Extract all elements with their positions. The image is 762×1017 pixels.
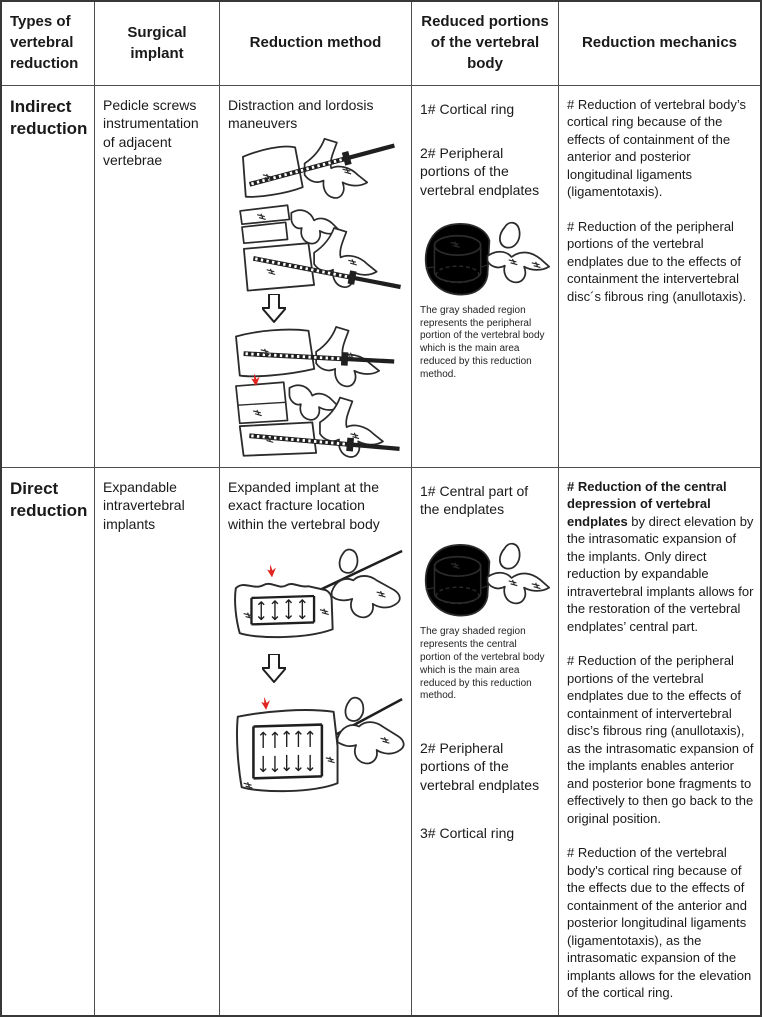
- row-direct-type: [2, 468, 95, 1015]
- row-direct-method: [220, 468, 412, 1015]
- portion-caption: The gray shaded region represents the peripheral portion of the vertebral body which is the main area reduced by this reduction method.: [420, 304, 545, 380]
- down-arrow-icon: [262, 654, 286, 683]
- mechanics-paragraph-3: # Reduction of the vertebral body's cortical ring because of the effects due to the effects of containment of the anterior and posterior longitudinal ligaments (ligamentotaxis), as the intrasomatic expansion of the implants allows for the elevation of the cortical ring.: [567, 845, 752, 1001]
- header-label: Reduction mechanics: [581, 34, 738, 52]
- portion-item-3: 3# Cortical ring: [420, 824, 515, 841]
- mechanics-lead-rest: by direct elevation by the intrasomatic expansion of the implants. Only direct reduction by expandable intravertebral implants allows for the restoration of the vertebral endplates’ central part.: [567, 513, 754, 634]
- row-type-label: Direct reduction: [10, 479, 88, 521]
- row-direct-mechanics: [559, 468, 760, 1015]
- method-text: Expanded implant at the exact fracture location within the vertebral body: [228, 479, 380, 532]
- row-indirect-mechanics: [559, 86, 760, 468]
- portion-item-1: 1# Cortical ring: [420, 101, 515, 117]
- portion-item-2: 2# Peripheral portions of the vertebral endplates: [420, 145, 540, 198]
- header-surgical-implant: [95, 2, 220, 86]
- mechanics-paragraph-1: # Reduction of vertebral body’s cortical ring because of the effects of containment of the anterior and posterior longitudinal ligaments (ligamentotaxis).: [567, 97, 746, 200]
- header-types-of-reduction: [2, 2, 95, 86]
- method-text: Distraction and lordosis maneuvers: [228, 97, 374, 132]
- implant-text: Expandable intravertebral implants: [103, 479, 185, 532]
- mechanics-bold-lead: # Reduction of the central depression of vertebral endplates: [567, 479, 727, 529]
- central-shaded-vertebra-illustration: [420, 536, 553, 620]
- row-indirect-type: [2, 86, 95, 468]
- row-direct-portions: [412, 468, 559, 1015]
- row-indirect-implant: [95, 86, 220, 468]
- mechanics-paragraph-1: [567, 478, 754, 635]
- portion-item-2: 2# Peripheral portions of the vertebral endplates: [420, 740, 540, 793]
- header-label: Reduced portions of the vertebral body: [421, 13, 549, 72]
- implant-text: Pedicle screws instrumentation of adjacent vertebrae: [103, 97, 199, 169]
- header-reduction-mechanics: [559, 2, 760, 86]
- portion-caption: The gray shaded region represents the central portion of the vertebral body which is the main area reduced by this reduction method.: [420, 626, 545, 702]
- down-arrow-icon: [262, 294, 286, 323]
- header-reduction-method: [220, 2, 412, 86]
- header-label: Surgical implant: [127, 23, 187, 62]
- spine-after-distraction-illustration: [228, 325, 410, 459]
- mechanics-paragraph-2: # Reduction of the peripheral portions of the vertebral endplates due to the effects of containment the intervertebral disc´s fibrous ring (anullotaxis).: [567, 218, 747, 304]
- portion-item-1: 1# Central part of the endplates: [420, 483, 529, 518]
- header-label: Reduction method: [249, 34, 382, 52]
- row-direct-implant: [95, 468, 220, 1015]
- mechanics-paragraph-2: # Reduction of the peripheral portions of the vertebral endplates due to the effects of containment of intervertebral disc’s fibrous ring (anullotaxis), as the intrasomatic expansion of the implants enables anterior and posterior bone fragments to effectively to then go back to the original position.: [567, 653, 754, 826]
- header-label: Types of vertebral reduction: [10, 13, 79, 72]
- header-reduced-portions: [412, 2, 559, 86]
- row-indirect-method: [220, 86, 412, 468]
- implant-after-expansion-illustration: [228, 691, 406, 807]
- peripheral-shaded-vertebra-illustration: [420, 215, 553, 299]
- row-indirect-portions: [412, 86, 559, 468]
- row-type-label: Indirect reduction: [10, 97, 88, 139]
- implant-before-expansion-illustration: [228, 547, 406, 644]
- spine-before-distraction-illustration: [228, 135, 404, 293]
